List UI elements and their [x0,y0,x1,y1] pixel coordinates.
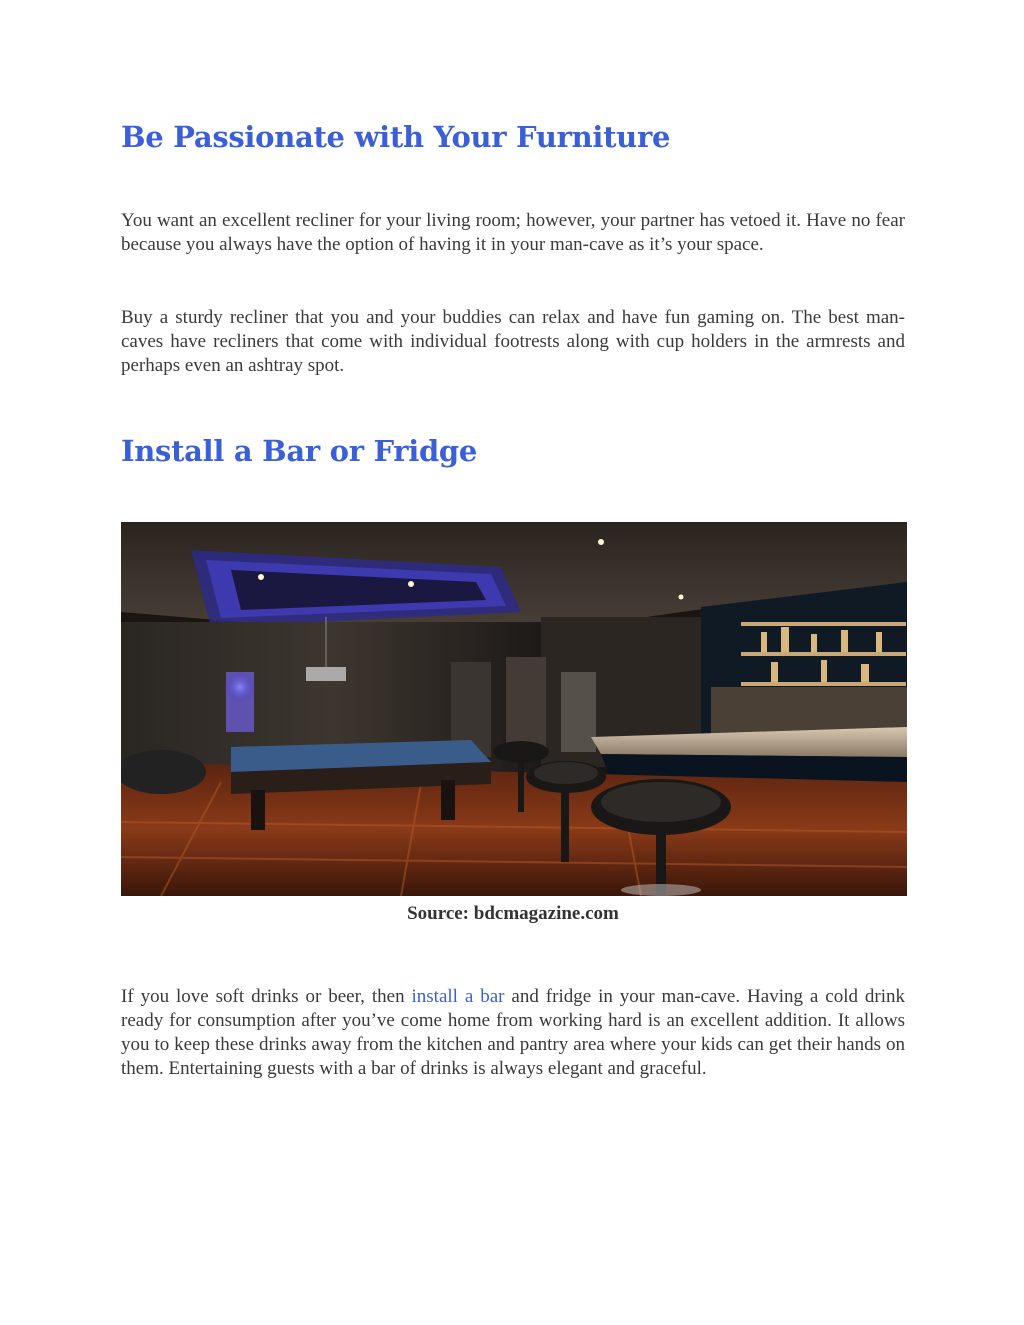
paragraph-recliner-intro: You want an excellent recliner for your living room; however, your partner has vetoed it. Have no fear because you always have the option of having it in your man-cave as it’s your space. [121,210,905,255]
section-heading-furniture: Be Passionate with Your Furniture [121,120,671,154]
photo-illustration [121,522,907,896]
image-caption: Source: bdcmagazine.com [407,903,619,924]
paragraph-text-before-link: If you love soft drinks or beer, then [121,986,412,1007]
man-cave-bar-photo [121,522,907,896]
install-a-bar-link[interactable]: install a bar [411,986,505,1007]
paragraph-text-after-link: and fridge in your man-cave. Having a cold drink ready for consumption after you’ve come home from working hard is an excellent addition. It allows you to keep these drinks away from the kitchen and pantry area where your kids can get their hands on them. Entertaining guests with a bar of drinks is always elegant and graceful. [121,986,906,1079]
paragraph-recliner-features: Buy a sturdy recliner that you and your buddies can relax and have fun gaming on. The best man-caves have recliners that come with individual footrests along with cup holders in the armrests and perhaps even an ashtray spot. [121,307,905,376]
paragraph-bar-fridge [121,985,905,1081]
section-heading-bar: Install a Bar or Fridge [121,434,478,468]
